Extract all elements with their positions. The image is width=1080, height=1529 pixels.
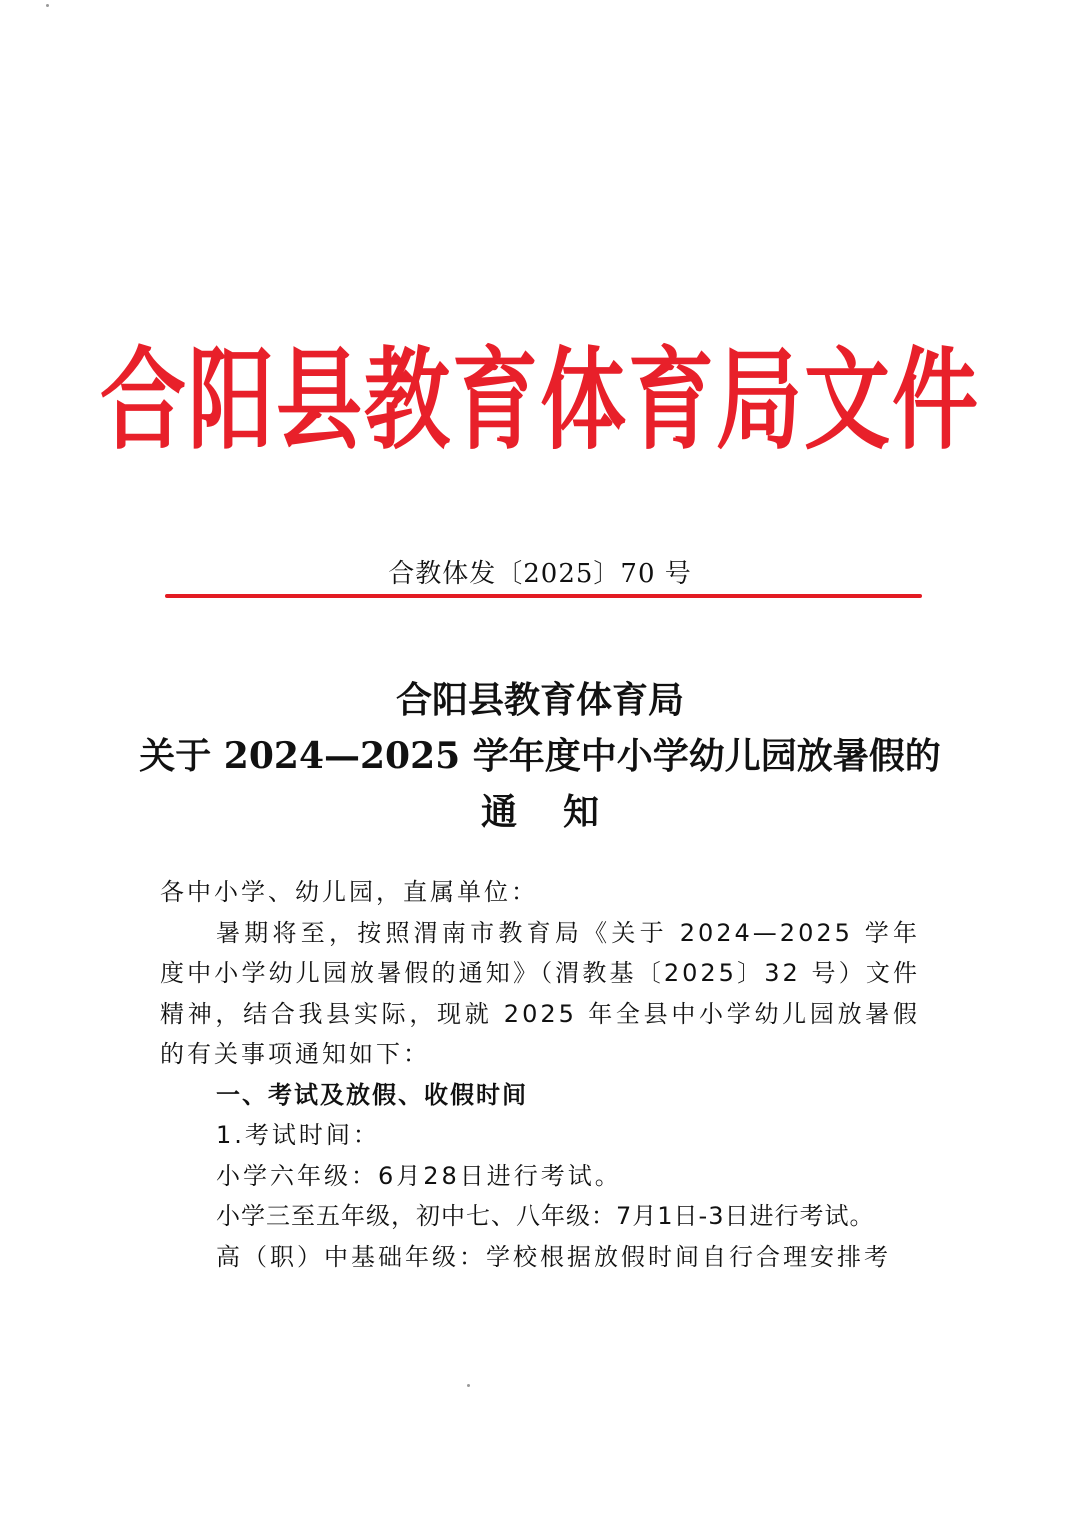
item-heading: 1.考试时间： [216,1121,380,1149]
notice-title-line-2: 关于 2024—2025 学年度中小学幼儿园放暑假的 [139,735,941,777]
scan-speck [467,1384,470,1387]
notice-title-line-1: 合阳县教育体育局 [395,679,684,721]
notice-title-line-3: 通知 [480,791,645,833]
intro-paragraph: 暑期将至，按照渭南市教育局《关于 2024—2025 学年度中小学幼儿园放暑假的通知》（渭教基〔2025〕32 号）文件精神，结合我县实际，现就 2025 年全县中小学幼儿园放暑假的有关事项通知如下： [160,918,920,1068]
notice-title [0,672,1080,840]
document-number: 合教体发〔2025〕70 号 [388,559,692,589]
body-line: 小学六年级：6月28日进行考试。 [216,1161,622,1190]
red-separator-line [165,594,922,598]
scan-speck [46,4,49,7]
section-heading: 一、考试及放假、收假时间 [216,1080,528,1109]
notice-body [160,872,920,1277]
body-line: 小学三至五年级，初中七、八年级：7月1日-3日进行考试。 [216,1202,875,1230]
salutation: 各中小学、幼儿园，直属单位： [160,878,538,906]
issuing-authority-header: 合阳县教育体育局文件 [100,335,980,466]
body-line: 高（职）中基础年级：学校根据放假时间自行合理安排考 [216,1242,891,1271]
